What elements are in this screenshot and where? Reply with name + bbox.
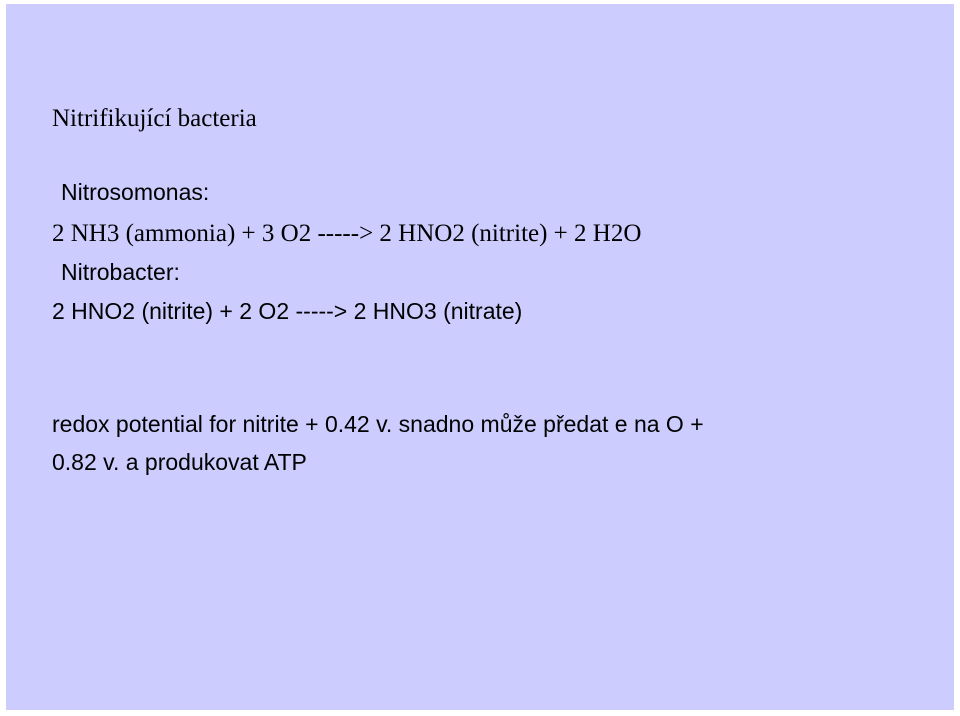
slide-title: Nitrifikující bacteria bbox=[52, 105, 257, 132]
nitrobacter-reaction: 2 HNO2 (nitrite) + 2 O2 -----> 2 HNO3 (nitrate) bbox=[52, 298, 523, 324]
redox-text-line-1: redox potential for nitrite + 0.42 v. snadno může předat e na O + bbox=[52, 411, 704, 437]
nitrosomonas-reaction: 2 NH3 (ammonia) + 3 O2 -----> 2 HNO2 (nitrite) + 2 H2O bbox=[52, 220, 642, 247]
nitrobacter-label: Nitrobacter: bbox=[61, 259, 180, 285]
redox-text-line-2: 0.82 v. a produkovat ATP bbox=[52, 449, 307, 475]
nitrosomonas-label: Nitrosomonas: bbox=[61, 179, 210, 205]
slide bbox=[6, 4, 954, 710]
